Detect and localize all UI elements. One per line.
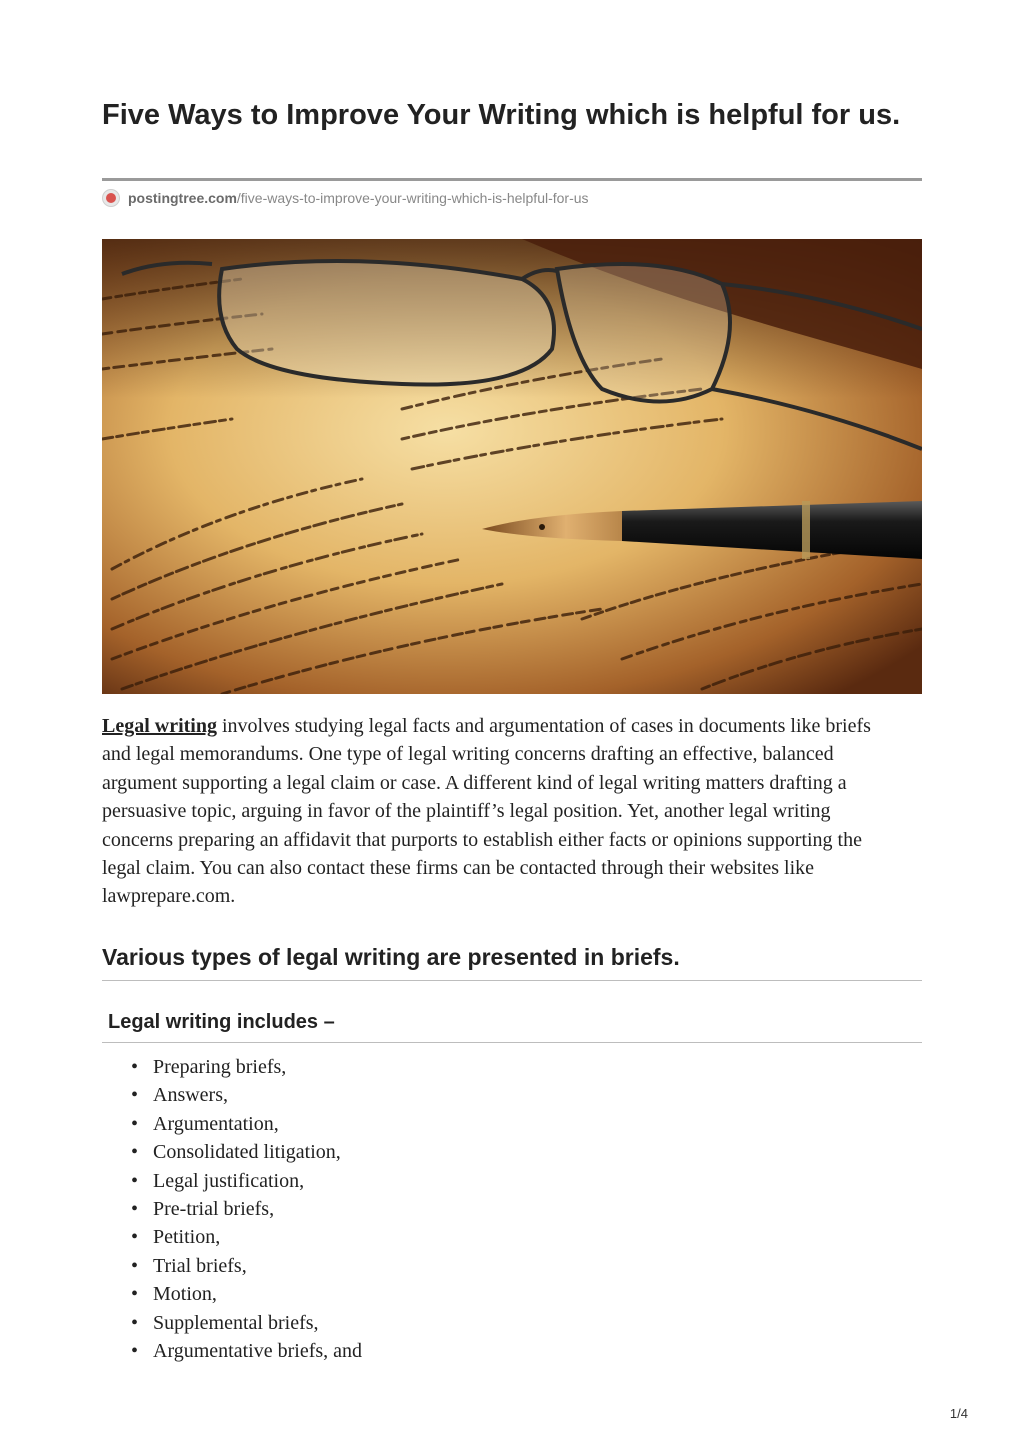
subheading: Legal writing includes –: [108, 1011, 335, 1033]
source-line: [102, 188, 589, 208]
section-heading: Various types of legal writing are presented in briefs.: [102, 944, 680, 970]
source-path[interactable]: /five-ways-to-improve-your-writing-which-is-helpful-for-us: [236, 190, 589, 206]
list-item: • Argumentation,: [131, 1112, 279, 1135]
list-item: • Supplemental briefs,: [131, 1311, 319, 1334]
list-item: • Pre-trial briefs,: [131, 1197, 275, 1220]
list-item: • Petition,: [131, 1226, 221, 1249]
list-item: • Motion,: [131, 1283, 217, 1306]
section-divider: [102, 980, 922, 981]
intro-paragraph: [102, 712, 902, 911]
list-item: • Argumentative briefs, and: [131, 1339, 363, 1362]
list-item: • Answers,: [131, 1084, 228, 1107]
article-title: Five Ways to Improve Your Writing which is helpful for us.: [102, 99, 901, 131]
title-divider: [102, 178, 922, 181]
legal-writing-list: [102, 1053, 362, 1365]
hero-image: [102, 239, 922, 694]
subheading-divider: [102, 1042, 922, 1043]
legal-writing-link[interactable]: Legal writing: [102, 715, 217, 737]
source-domain[interactable]: postingtree.com: [128, 190, 237, 206]
list-item: • Consolidated litigation,: [131, 1141, 341, 1164]
list-item: • Legal justification,: [131, 1169, 305, 1192]
list-item: • Trial briefs,: [131, 1254, 247, 1277]
intro-text: involves studying legal facts and argumentation of cases in documents like briefs and legal memorandums. One type of legal writing concerns drafting an effective, balanced argument supporting a legal claim or case. A different kind of legal writing matters drafting a persuasive topic, arguing in favor of the plaintiff’s legal position. Yet, another legal writing concerns preparing an affidavit that purports to establish either facts or opinions supporting the legal claim. You can also contact these firms can be contacted through their websites like lawprepare.com.: [102, 715, 871, 908]
postingtree-favicon-icon: [102, 189, 120, 207]
page-number: 1/4: [949, 1406, 968, 1421]
list-item: • Preparing briefs,: [131, 1056, 287, 1078]
